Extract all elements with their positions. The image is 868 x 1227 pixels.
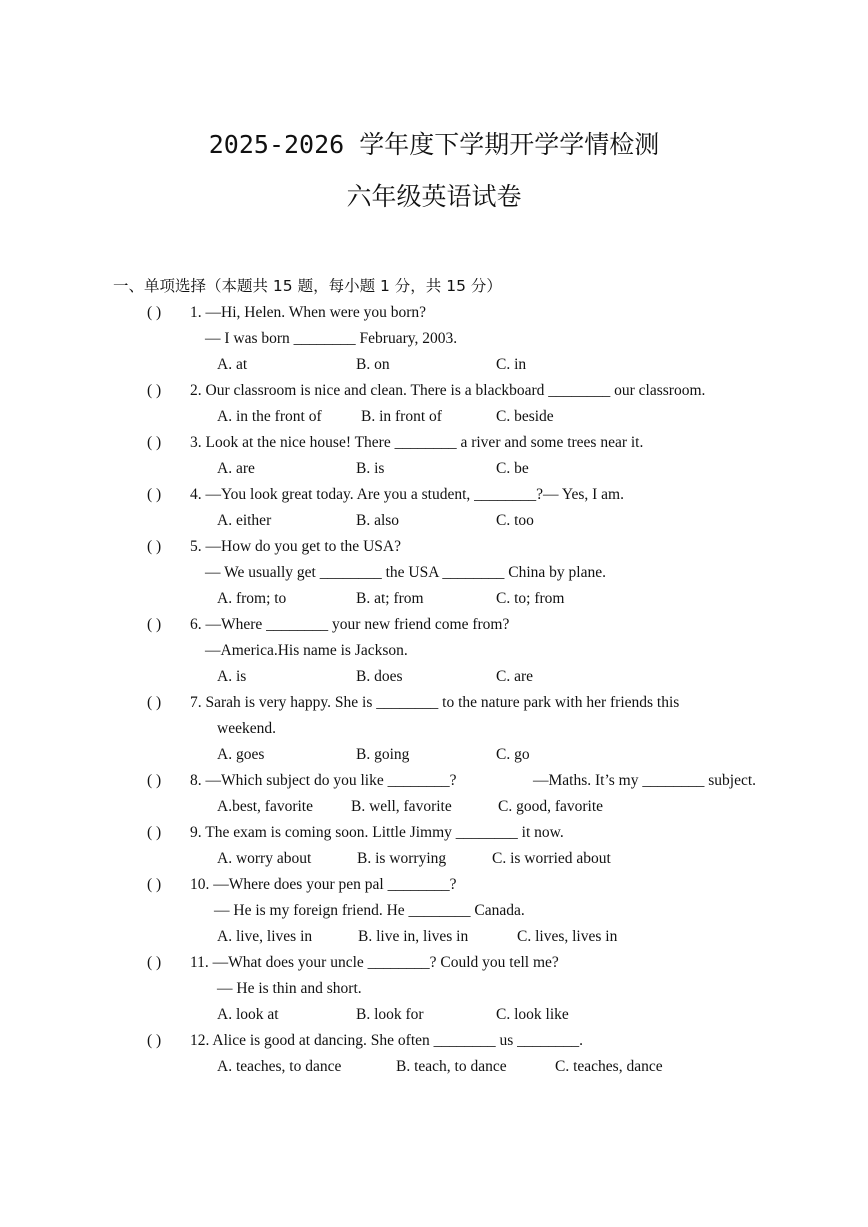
answer-blank[interactable]: ( ) <box>147 694 162 711</box>
section-heading: 一、单项选择（本题共 15 题，每小题 1 分，共 15 分） <box>113 277 502 295</box>
answer-line: —America.His name is Jackson. <box>205 642 408 659</box>
question-text: 4. —You look great today. Are you a student, ________?— Yes, I am. <box>190 486 624 503</box>
option-a: A. either <box>217 512 272 529</box>
answer-blank[interactable]: ( ) <box>147 824 162 841</box>
answer-blank[interactable]: ( ) <box>147 538 162 555</box>
question-text: 5. —How do you get to the USA? <box>190 538 401 555</box>
question-text: 3. Look at the nice house! There ________ a river and some trees near it. <box>190 434 644 451</box>
question-text: 7. Sarah is very happy. She is ________ to the nature park with her friends this <box>190 694 680 711</box>
question-text: 9. The exam is coming soon. Little Jimmy ________ it now. <box>190 824 564 841</box>
option-b: B. is worrying <box>357 850 447 867</box>
option-b: B. well, favorite <box>351 798 452 815</box>
question-text: 11. —What does your uncle ________? Could you tell me? <box>190 954 559 971</box>
question-text: 6. —Where ________ your new friend come from? <box>190 616 510 633</box>
option-c: C. to; from <box>496 590 565 607</box>
answer-blank[interactable]: ( ) <box>147 486 162 503</box>
option-b: B. is <box>356 460 385 477</box>
answer-blank[interactable]: ( ) <box>147 876 162 893</box>
option-a: A.best, favorite <box>217 798 313 815</box>
option-c: C. in <box>496 356 527 373</box>
answer-line: — We usually get ________ the USA ________ China by plane. <box>205 564 607 581</box>
option-c: C. teaches, dance <box>555 1058 663 1075</box>
exam-title: 2025-2026 学年度下学期开学学情检测 <box>208 130 660 159</box>
question-text: 8. —Which subject do you like ________? <box>190 772 457 789</box>
option-c: C. good, favorite <box>498 798 604 815</box>
option-b: B. teach, to dance <box>396 1058 507 1075</box>
question-text: 1. —Hi, Helen. When were you born? <box>190 304 427 321</box>
option-a: A. goes <box>217 746 265 763</box>
question-text: 2. Our classroom is nice and clean. There is a blackboard ________ our classroom. <box>190 382 706 399</box>
option-c: C. lives, lives in <box>517 928 618 945</box>
option-b: B. at; from <box>356 590 424 607</box>
option-a: A. teaches, to dance <box>217 1058 342 1075</box>
answer-line: — I was born ________ February, 2003. <box>205 330 458 347</box>
answer-blank[interactable]: ( ) <box>147 772 162 789</box>
answer-blank[interactable]: ( ) <box>147 434 162 451</box>
answer-blank[interactable]: ( ) <box>147 954 162 971</box>
option-b: B. in front of <box>361 408 442 425</box>
option-b: B. look for <box>356 1006 424 1023</box>
answer-blank[interactable]: ( ) <box>147 1032 162 1049</box>
option-a: A. at <box>217 356 248 373</box>
answer-blank[interactable]: ( ) <box>147 304 162 321</box>
answer-line: —Maths. It’s my ________ subject. <box>533 772 757 789</box>
question-text: 12. Alice is good at dancing. She often ________ us ________. <box>190 1032 584 1049</box>
exam-subtitle: 六年级英语试卷 <box>346 182 522 211</box>
option-a: A. live, lives in <box>217 928 313 945</box>
answer-blank[interactable]: ( ) <box>147 382 162 399</box>
option-c: C. beside <box>496 408 554 425</box>
option-a: A. look at <box>217 1006 279 1023</box>
option-c: C. are <box>496 668 534 685</box>
option-c: C. be <box>496 460 529 477</box>
option-a: A. from; to <box>217 590 287 607</box>
answer-line: — He is my foreign friend. He ________ Canada. <box>214 902 525 919</box>
option-b: B. also <box>356 512 400 529</box>
option-c: C. is worried about <box>492 850 611 867</box>
option-b: B. going <box>356 746 410 763</box>
option-a: A. worry about <box>217 850 312 867</box>
option-a: A. are <box>217 460 255 477</box>
question-text-continued: weekend. <box>217 720 276 737</box>
option-c: C. go <box>496 746 530 763</box>
question-text: 10. —Where does your pen pal ________? <box>190 876 457 893</box>
answer-line: — He is thin and short. <box>217 980 362 997</box>
option-c: C. too <box>496 512 534 529</box>
option-c: C. look like <box>496 1006 569 1023</box>
option-b: B. does <box>356 668 403 685</box>
answer-blank[interactable]: ( ) <box>147 616 162 633</box>
option-b: B. live in, lives in <box>358 928 469 945</box>
option-b: B. on <box>356 356 390 373</box>
option-a: A. is <box>217 668 247 685</box>
option-a: A. in the front of <box>217 408 322 425</box>
